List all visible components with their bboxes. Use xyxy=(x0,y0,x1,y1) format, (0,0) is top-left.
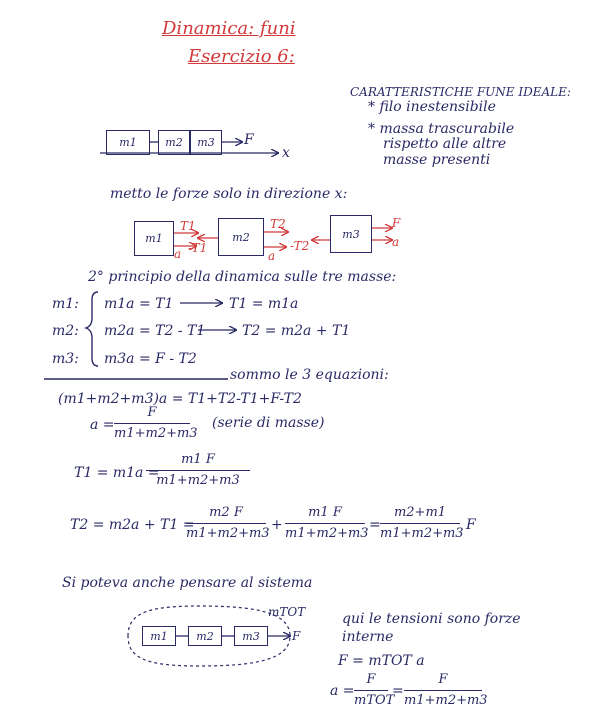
fig2-label-F: F xyxy=(392,216,401,230)
t2-lhs: T2 = m2a + T1 = xyxy=(70,517,195,533)
ideal-rope-item-3: rispetto alle altre xyxy=(383,136,507,152)
eq3-expr: m3a = F - T2 xyxy=(104,351,197,367)
forces-direction-line: metto le forze solo in direzione x: xyxy=(110,186,348,202)
fig2-mass-m1: m1 xyxy=(134,221,174,256)
internal-note-line-1: qui le tensioni sono forze xyxy=(342,611,521,627)
final-equals: = xyxy=(392,683,404,699)
fig2-label-minus-T2: -T2 xyxy=(290,239,310,253)
fig2-label-a-3: a xyxy=(392,235,400,249)
final-fraction-1-num: F xyxy=(366,672,376,687)
fig3-mass-m3: m3 xyxy=(234,626,268,646)
final-a-lhs: a = xyxy=(330,683,355,699)
fig3-mass-m1: m1 xyxy=(142,626,176,646)
sum-note: sommo le 3 equazioni: xyxy=(230,367,389,383)
eq2-label: m2: xyxy=(52,323,79,339)
t2-fraction-2-num: m1 F xyxy=(308,505,342,520)
ideal-rope-item-4: masse presenti xyxy=(383,152,491,168)
final-fraction-2-num: F xyxy=(438,672,448,687)
eq3-label: m3: xyxy=(52,351,79,367)
fig1-axis-label: x xyxy=(282,145,290,161)
ideal-rope-item-1: * filo inestensibile xyxy=(368,99,496,115)
eq2-result: T2 = m2a + T1 xyxy=(242,323,351,339)
page-title: Dinamica: funi xyxy=(162,18,296,39)
a-fraction-den: m1+m2+m3 xyxy=(114,426,198,441)
t2-equals: = xyxy=(369,517,381,533)
fig1-mass-m2: m2 xyxy=(158,130,190,155)
fig3-mass-m2: m2 xyxy=(188,626,222,646)
fig2-label-a-2: a xyxy=(268,249,276,263)
series-note: (serie di masse) xyxy=(212,415,325,431)
fig2-mass-m2: m2 xyxy=(218,218,264,256)
fig3-mtot-label: mTOT xyxy=(268,605,306,619)
fig1-mass-m1: m1 xyxy=(106,130,150,155)
t1-lhs: T1 = m1a = xyxy=(74,465,160,481)
t2-fraction-1-den: m1+m2+m3 xyxy=(186,526,270,541)
t2-fraction-1-num: m2 F xyxy=(209,505,243,520)
eq1-expr: m1a = T1 xyxy=(104,296,174,312)
f-equals-mtot-a: F = mTOT a xyxy=(338,653,425,669)
ideal-rope-heading: CARATTERISTICHE FUNE IDEALE: xyxy=(350,85,571,99)
t2-plus: + xyxy=(271,517,283,533)
page-subtitle: Esercizio 6: xyxy=(188,46,295,67)
eq1-label: m1: xyxy=(52,296,79,312)
fig2-label-T1: T1 xyxy=(180,219,196,233)
a-fraction-num: F xyxy=(147,405,157,420)
t2-fraction-2-den: m1+m2+m3 xyxy=(285,526,369,541)
sum-equation: (m1+m2+m3)a = T1+T2-T1+F-T2 xyxy=(58,391,302,407)
system-line: Si poteva anche pensare al sistema xyxy=(62,575,313,591)
fig1-force-label: F xyxy=(244,132,254,148)
t1-fraction-den: m1+m2+m3 xyxy=(156,473,240,488)
eq1-result: T1 = m1a xyxy=(229,296,299,312)
system-outline xyxy=(128,606,290,666)
t2-fraction-3-den: m1+m2+m3 xyxy=(380,526,464,541)
ideal-rope-item-2: * massa trascurabile xyxy=(368,121,515,137)
fig3-force-label: F xyxy=(292,629,301,643)
a-lhs: a = xyxy=(90,417,115,433)
eq2-expr: m2a = T2 - T1 xyxy=(104,323,206,339)
fig2-label-T2: T2 xyxy=(270,217,286,231)
fig1-mass-m3: m3 xyxy=(190,130,222,155)
t2-tail-F: F xyxy=(466,517,476,533)
fig2-mass-m3: m3 xyxy=(330,215,372,253)
internal-note-line-2: interne xyxy=(342,629,394,645)
t1-fraction-num: m1 F xyxy=(181,452,215,467)
t2-fraction-3-num: m2+m1 xyxy=(393,505,447,520)
fig2-label-a-1: a xyxy=(174,247,182,261)
final-fraction-1-den: mTOT xyxy=(354,693,395,708)
final-fraction-2-den: m1+m2+m3 xyxy=(404,693,488,708)
second-principle-line: 2° principio della dinamica sulle tre masse: xyxy=(88,269,397,285)
system-brace xyxy=(86,292,98,366)
fig2-label-minus-T1: -T1 xyxy=(188,241,208,255)
